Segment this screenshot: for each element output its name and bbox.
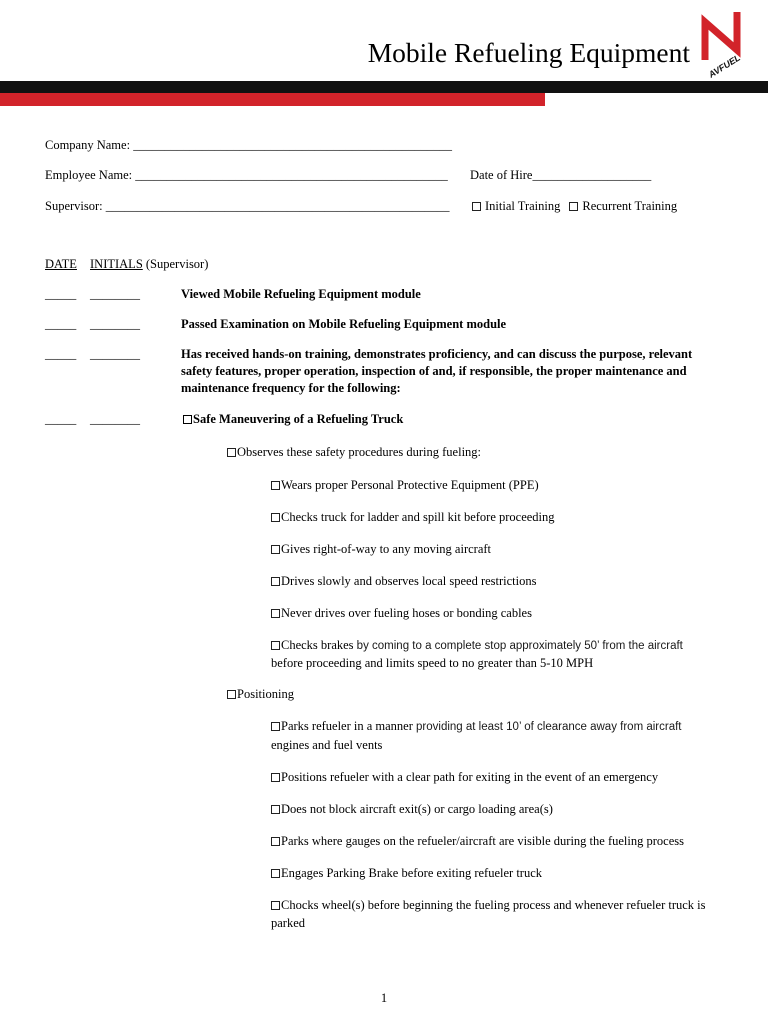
checklist-item [271, 540, 491, 558]
signoff-initials-field[interactable]: ________ [90, 317, 140, 331]
checklist-item-label: Engages Parking Brake before exiting refueler truck [281, 866, 543, 880]
signoff-item-text-line: maintenance frequency for the following: [181, 381, 401, 395]
employee-name-row [45, 167, 448, 184]
document-title: Mobile Refueling Equipment [367, 37, 690, 68]
signoff-item-text-line: Has received hands-on training, demonstrates proficiency, and can discuss the purpose, relevant [181, 347, 693, 361]
employee-name-label: Employee Name: [45, 168, 133, 182]
signoff-initials-field[interactable]: ________ [90, 412, 140, 426]
checklist-item-label: Gives right-of-way to any moving aircraft [281, 542, 492, 556]
checklist-item [271, 636, 683, 655]
company-name-row [45, 137, 452, 154]
company-name-label: Company Name: [45, 138, 131, 152]
checkbox[interactable] [271, 837, 280, 846]
checkbox[interactable] [271, 641, 280, 650]
checklist-item [271, 717, 682, 736]
signoff-item-text: Viewed Mobile Refueling Equipment module [181, 287, 421, 301]
checkbox[interactable] [271, 545, 280, 554]
checklist-item-label-alt: by coming to a complete stop approximately 50’ from the aircraft [356, 640, 683, 652]
signoff-item-text-line: safety features, proper operation, inspection of and, if responsible, the proper maintenance and [181, 364, 687, 378]
checklist-item [271, 572, 537, 590]
logo-wordmark: AVFUEL [706, 52, 743, 80]
page-number: 1 [380, 991, 388, 1005]
checklist-item [271, 476, 539, 494]
checklist-item-label: Checks truck for ladder and spill kit before proceeding [281, 510, 555, 524]
date-of-hire-field[interactable]: ___________________ [532, 168, 652, 182]
checkbox[interactable] [271, 773, 280, 782]
checkbox[interactable] [271, 577, 280, 586]
checkbox[interactable] [271, 513, 280, 522]
checkbox[interactable] [271, 481, 280, 490]
checklist-item-label: Chocks wheel(s) before beginning the fueling process and whenever refueler truck is [281, 898, 706, 912]
checkbox[interactable] [271, 805, 280, 814]
checkbox[interactable] [271, 609, 280, 618]
checklist-item [271, 896, 706, 914]
signoff-initials-field[interactable]: ________ [90, 347, 140, 361]
checklist-item-label: Never drives over fueling hoses or bonding cables [281, 606, 532, 620]
checkbox[interactable] [271, 901, 280, 910]
date-of-hire-label: Date of Hire [470, 168, 533, 182]
checkbox[interactable] [227, 448, 236, 457]
checklist-item-label: Drives slowly and observes local speed restrictions [281, 574, 537, 588]
checklist-item-continuation: before proceeding and limits speed to no greater than 5-10 MPH [271, 656, 594, 670]
employee-name-field[interactable]: __________________________________________________ [135, 168, 448, 182]
supervisor-row [45, 198, 450, 215]
signoff-date-field[interactable]: _____ [45, 287, 77, 301]
checkbox[interactable] [183, 415, 192, 424]
checkbox[interactable] [271, 869, 280, 878]
initials-heading-note: (Supervisor) [145, 257, 209, 271]
initials-heading-label: INITIALS [90, 257, 143, 271]
date-of-hire-row [470, 167, 651, 184]
signoff-item-text: Passed Examination on Mobile Refueling Equipment module [181, 317, 507, 331]
checklist-item [271, 832, 684, 850]
signoff-date-field[interactable]: _____ [45, 347, 77, 361]
section-heading-label: Positioning [237, 687, 294, 701]
logo-mark [705, 12, 737, 60]
checklist-item [271, 864, 542, 882]
section-heading-positioning [227, 685, 294, 703]
checklist-item-continuation: engines and fuel vents [271, 738, 383, 752]
section-heading-safety-procedures [227, 443, 481, 461]
checklist-item [271, 604, 532, 622]
checklist-item-label: Positions refueler with a clear path for exiting in the event of an emergency [281, 770, 659, 784]
supervisor-field[interactable]: _______________________________________________________ [105, 199, 450, 213]
initial-training-checkbox[interactable] [472, 202, 481, 211]
section-heading-label: Observes these safety procedures during fueling: [237, 445, 482, 459]
checklist-item [271, 768, 658, 786]
checklist-item [271, 800, 553, 818]
signoff-date-field[interactable]: _____ [45, 317, 77, 331]
avfuel-logo [697, 6, 749, 80]
header-rule-red [0, 93, 545, 106]
recurrent-training-option[interactable] [569, 199, 677, 213]
checklist-item-label: Parks refueler in a manner [281, 719, 413, 733]
supervisor-label: Supervisor: [45, 199, 103, 213]
initial-training-label: Initial Training [485, 199, 561, 213]
checklist-item-continuation: parked [271, 916, 306, 930]
checklist-item-label: Checks brakes [281, 638, 354, 652]
checkbox[interactable] [271, 722, 280, 731]
signoff-date-field[interactable]: _____ [45, 412, 77, 426]
training-type-options [472, 198, 677, 215]
initial-training-option[interactable] [472, 199, 560, 213]
checklist-item [271, 508, 555, 526]
checklist-item-label: Does not block aircraft exit(s) or cargo loading area(s) [281, 802, 553, 816]
initials-column-heading [90, 256, 208, 273]
checklist-item-label-alt: providing at least 10’ of clearance away from aircraft [416, 721, 682, 733]
recurrent-training-label: Recurrent Training [582, 199, 678, 213]
header-rule-black [0, 81, 768, 93]
recurrent-training-checkbox[interactable] [569, 202, 578, 211]
signoff-initials-field[interactable]: ________ [90, 287, 140, 301]
checklist-item-label: Parks where gauges on the refueler/aircraft are visible during the fueling process [281, 834, 684, 848]
safe-maneuvering-label: Safe Maneuvering of a Refueling Truck [193, 412, 404, 426]
safe-maneuvering-item [183, 411, 403, 428]
date-column-heading: DATE [45, 257, 77, 271]
company-name-field[interactable]: ___________________________________________________ [133, 138, 452, 152]
checkbox[interactable] [227, 690, 236, 699]
checklist-item-label: Wears proper Personal Protective Equipment (PPE) [281, 478, 539, 492]
